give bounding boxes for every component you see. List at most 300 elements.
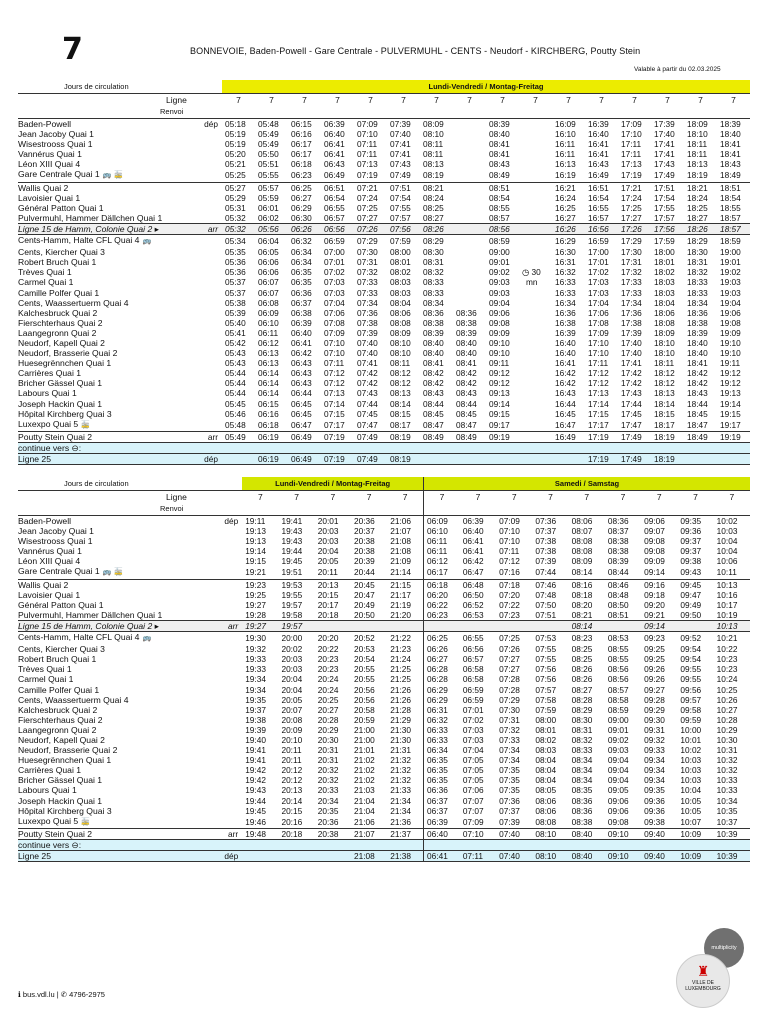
time-cell: 08:57 [607, 684, 629, 695]
time-cell: 10:04 [680, 785, 702, 796]
time-cell: 17:15 [588, 408, 609, 419]
stop-name [18, 816, 205, 829]
time-cell: 07:01 [462, 704, 484, 715]
renvoi-cell [486, 106, 519, 119]
dep-arr-label [205, 536, 242, 546]
stop-name [18, 526, 205, 536]
time-cell: 06:28 [424, 674, 460, 684]
time-cell: 20:39 [353, 556, 375, 567]
time-cell: 19:12 [720, 378, 741, 389]
time-cell: 07:57 [535, 684, 557, 695]
time-cell: 19:45 [245, 805, 266, 816]
jours-label: Jours de circulation [64, 479, 129, 488]
time-cell: 20:49 [353, 599, 375, 610]
time-cell: 08:13 [390, 388, 411, 399]
time-cell: 10:25 [716, 684, 738, 695]
time-cell: 06:10 [424, 526, 460, 536]
time-cell: 20:23 [317, 664, 339, 675]
time-cell: 09:00 [607, 714, 629, 725]
line-number-cell: 7 [569, 491, 605, 504]
time-cell: 10:02 [716, 516, 738, 526]
time-cell: 10:04 [716, 546, 738, 557]
time-cell: 17:26 [618, 223, 651, 234]
time-cell: 20:11 [317, 567, 338, 578]
time-cell: 07:59 [535, 704, 557, 715]
stop-row [18, 806, 750, 816]
time-cell [453, 203, 486, 213]
time-cell: 21:00 [353, 724, 375, 735]
time-cell: 05:59 [258, 192, 279, 203]
time-cell: 21:32 [390, 755, 412, 766]
time-cell: 06:36 [424, 785, 460, 795]
time-cell: 18:01 [654, 257, 675, 268]
time-cell: 07:05 [462, 755, 484, 766]
time-cell: 10:23 [716, 654, 738, 665]
stop-row [18, 328, 750, 338]
stop-row [18, 735, 750, 745]
bus-icon: 🚌 [102, 569, 112, 577]
time-cell [532, 620, 568, 631]
time-cell: 17:27 [621, 212, 642, 223]
time-cell: 08:37 [607, 526, 629, 537]
time-cell: 06:14 [258, 378, 279, 389]
time-cell [519, 159, 552, 169]
time-cell: 07:41 [390, 149, 411, 160]
dep-arr-label [205, 556, 242, 566]
time-cell: 19:33 [245, 654, 266, 665]
time-cell: 08:25 [571, 644, 593, 655]
dep-arr-label [188, 257, 222, 267]
time-cell: 07:14 [324, 398, 345, 409]
time-cell [453, 247, 486, 257]
time-cell: 06:53 [462, 609, 484, 620]
time-cell: 09:12 [489, 378, 510, 389]
time-cell: 20:02 [281, 644, 303, 655]
time-cell: 07:42 [357, 378, 378, 389]
line-number-cell: 7 [677, 491, 713, 504]
time-cell: 19:12 [720, 368, 741, 379]
time-cell: 21:37 [387, 828, 423, 839]
time-cell: 19:28 [245, 609, 266, 620]
time-cell: 08:25 [423, 202, 444, 213]
time-cell: 21:26 [390, 684, 412, 695]
dep-arr-label: arr [205, 620, 242, 631]
time-cell: 10:23 [716, 664, 738, 675]
time-cell: 20:13 [315, 579, 351, 590]
time-cell: 19:43 [281, 526, 303, 537]
time-cell: 07:04 [324, 297, 345, 308]
time-cell: 08:40 [423, 337, 444, 348]
time-cell: 17:24 [621, 192, 642, 203]
time-cell: 07:07 [462, 805, 484, 816]
time-cell: 06:40 [324, 129, 345, 140]
time-cell: 05:49 [258, 139, 279, 150]
time-cell: 06:41 [424, 851, 460, 862]
time-cell: 06:31 [424, 705, 460, 715]
dep-arr-label [188, 149, 222, 159]
stop-label: Labours Quai 1 [18, 785, 77, 796]
weekday-morning-timetable [18, 80, 750, 465]
stop-name [18, 566, 205, 579]
time-cell: 17:30 [621, 247, 642, 258]
time-cell: 19:33 [245, 664, 266, 675]
time-cell [387, 839, 423, 850]
dep-arr-label [205, 664, 242, 674]
stop-name [18, 169, 188, 182]
time-cell: 20:29 [317, 724, 339, 735]
time-cell: 06:43 [291, 358, 312, 369]
time-cell: 05:48 [225, 419, 246, 430]
time-cell: 07:27 [499, 664, 520, 675]
time-cell: 08:19 [387, 454, 420, 465]
time-cell [519, 318, 552, 328]
time-cell: 06:17 [424, 566, 460, 579]
time-cell: 06:02 [258, 212, 279, 223]
time-cell: 08:06 [571, 516, 593, 526]
stop-row [18, 579, 750, 590]
line-number-cell: 7 [321, 94, 354, 107]
time-cell [288, 442, 321, 453]
time-cell: 21:08 [351, 851, 387, 862]
time-cell: 06:12 [424, 556, 460, 566]
renvoi-cell [641, 503, 677, 516]
time-cell: 08:08 [571, 546, 593, 557]
time-cell: 18:10 [687, 129, 708, 140]
renvoi-cell [255, 106, 288, 119]
time-cell: 21:31 [390, 745, 412, 756]
time-cell [605, 620, 641, 631]
dep-arr-label [205, 695, 242, 705]
time-cell [519, 442, 552, 453]
time-cell: 07:03 [324, 277, 345, 288]
time-cell: 05:35 [225, 247, 246, 258]
time-cell: 07:56 [535, 674, 557, 685]
time-cell: 21:04 [353, 805, 375, 816]
dep-arr-label [188, 169, 222, 182]
time-cell: 09:38 [680, 556, 702, 567]
time-cell: 19:42 [245, 775, 266, 786]
line-number-cell: 7 [420, 94, 453, 107]
stop-name [18, 129, 188, 139]
stop-name [18, 267, 188, 277]
time-cell [717, 442, 750, 453]
stop-label: Neudorf, Brasserie Quai 2 [18, 348, 118, 359]
time-cell: 17:41 [654, 149, 675, 160]
time-cell: 21:02 [353, 765, 375, 776]
stop-name [18, 620, 205, 631]
renvoi-cell [420, 106, 453, 119]
time-cell: 07:30 [499, 704, 520, 715]
time-cell: 16:33 [555, 287, 576, 298]
time-cell: 06:38 [291, 307, 312, 318]
time-cell: 08:10 [532, 851, 568, 862]
stop-name [18, 579, 205, 590]
renvoi-cell [714, 503, 750, 516]
time-cell: 06:11 [424, 536, 460, 546]
time-cell: 16:09 [555, 119, 576, 129]
time-cell: 18:54 [720, 192, 741, 203]
stop-label: Luxexpo Quai 5 [18, 815, 79, 826]
time-cell: 17:11 [588, 358, 609, 369]
dep-arr-label: dép [204, 119, 218, 129]
time-cell [460, 620, 496, 631]
time-cell: 08:00 [535, 714, 557, 725]
time-cell: 05:19 [225, 129, 246, 140]
stop-label: Ligne 15 de Hamm, Colonie Quai 2 ▸ [18, 620, 159, 631]
time-cell: 10:06 [716, 556, 738, 567]
time-cell [519, 358, 552, 368]
time-cell: 20:38 [353, 536, 375, 547]
time-cell: 06:22 [424, 600, 460, 610]
time-cell: 08:07 [571, 526, 593, 537]
stop-row [18, 308, 750, 318]
time-cell: 06:30 [291, 212, 312, 223]
time-cell: 18:25 [687, 202, 708, 213]
time-cell: 07:54 [390, 192, 411, 203]
time-cell: 08:58 [607, 694, 629, 705]
time-cell [453, 298, 486, 308]
time-cell [496, 620, 532, 631]
stop-name [18, 745, 205, 755]
time-cell: 05:20 [225, 149, 246, 160]
time-cell: 18:03 [654, 287, 675, 298]
time-cell [453, 288, 486, 298]
time-cell: 18:21 [684, 182, 717, 193]
line-number-cell: 7 [684, 94, 717, 107]
time-cell: 06:27 [424, 654, 460, 664]
time-cell: 18:40 [720, 129, 741, 140]
dep-arr-label [188, 193, 222, 203]
time-cell: 09:59 [680, 714, 702, 725]
time-cell: 07:59 [390, 236, 411, 247]
time-cell: 20:52 [353, 633, 375, 644]
time-cell: 09:10 [489, 337, 510, 348]
time-cell: 07:38 [535, 546, 557, 557]
time-cell: 17:13 [621, 159, 642, 170]
time-cell: 08:08 [390, 317, 411, 328]
time-cell: 07:38 [535, 536, 557, 547]
time-cell: 10:31 [716, 745, 738, 756]
time-cell: 06:41 [462, 546, 484, 557]
time-cell: 18:13 [654, 388, 675, 399]
time-cell: 17:01 [588, 257, 609, 268]
time-cell: 06:35 [424, 755, 460, 765]
dep-arr-label [188, 419, 222, 432]
stop-label: Trèves Quai 1 [18, 267, 72, 278]
time-cell: 07:05 [462, 775, 484, 786]
time-cell: 06:37 [291, 297, 312, 308]
time-cell: 09:29 [644, 704, 665, 715]
stop-row [18, 664, 750, 674]
time-cell [519, 247, 552, 257]
time-cell: 18:09 [654, 327, 675, 338]
time-cell: 19:14 [245, 546, 266, 557]
renvoi-cell [684, 106, 717, 119]
stop-row [18, 536, 750, 546]
stop-name [18, 674, 205, 684]
time-cell: 20:13 [281, 785, 303, 796]
dep-arr-label [188, 213, 222, 224]
time-cell [453, 129, 486, 139]
time-cell: 05:40 [225, 317, 246, 328]
time-cell [519, 203, 552, 213]
dep-arr-label [205, 526, 242, 536]
time-cell: 09:03 [489, 287, 510, 298]
time-cell: 16:27 [555, 212, 576, 223]
time-cell: 10:11 [716, 567, 737, 578]
time-cell: 17:51 [651, 182, 684, 193]
time-cell: 09:26 [644, 674, 665, 685]
time-cell: 17:19 [585, 431, 618, 442]
time-cell: 18:26 [684, 223, 717, 234]
multiplicity-logo: multiplicity [704, 928, 744, 968]
stop-row [18, 247, 750, 257]
stop-name [18, 765, 205, 775]
time-cell: 17:36 [621, 307, 642, 318]
time-cell: 10:16 [716, 589, 738, 600]
time-cell: 07:09 [499, 516, 520, 526]
stop-label: Wisestrooss Quai 1 [18, 536, 93, 547]
time-cell: 20:35 [317, 805, 339, 816]
time-cell: 16:56 [585, 223, 618, 234]
time-cell: 21:23 [390, 644, 412, 655]
time-cell [453, 169, 486, 182]
time-cell: 08:34 [423, 297, 444, 308]
frequency-note: 30 [531, 267, 541, 278]
time-cell: 17:41 [621, 358, 642, 369]
time-cell: 20:11 [281, 745, 302, 756]
time-cell: 07:39 [499, 816, 520, 827]
time-cell: 07:01 [324, 257, 345, 268]
time-cell [278, 851, 314, 862]
time-cell: 19:27 [245, 599, 266, 610]
stop-row [18, 409, 750, 419]
time-cell: 09:10 [605, 851, 641, 862]
time-cell: 16:55 [588, 202, 609, 213]
time-cell: 07:03 [462, 734, 484, 745]
time-cell: 06:17 [291, 139, 312, 150]
stop-label: Cents, Waassertuerm Quai 4 [18, 694, 129, 705]
time-cell: 17:19 [621, 170, 642, 181]
time-cell: 21:09 [390, 556, 412, 567]
stop-row [18, 139, 750, 149]
time-cell: 06:23 [291, 170, 312, 181]
time-cell: 18:41 [687, 358, 708, 369]
stop-row [18, 368, 750, 378]
time-cell: 06:34 [291, 247, 312, 258]
stop-label: Ligne 25 [18, 851, 51, 861]
time-cell: 18:19 [651, 454, 684, 465]
time-cell: 07:46 [532, 579, 568, 590]
time-cell: 19:30 [245, 633, 266, 644]
time-cell: 08:00 [390, 247, 411, 258]
time-cell: 09:06 [607, 805, 629, 816]
stop-label: Trèves Quai 1 [18, 664, 72, 675]
time-cell: 07:39 [390, 119, 411, 129]
time-cell: 08:36 [607, 516, 629, 526]
time-cell: 08:01 [535, 724, 557, 735]
ligne-row [18, 94, 750, 107]
time-cell: 08:47 [423, 419, 444, 430]
time-cell: 19:41 [245, 755, 266, 766]
time-cell: 09:03 [607, 745, 629, 756]
time-cell: 17:55 [654, 202, 675, 213]
time-cell: 05:21 [225, 159, 246, 170]
time-cell: 09:20 [644, 599, 665, 610]
time-cell [387, 442, 420, 453]
time-cell: 08:27 [571, 684, 593, 695]
dep-arr-label [205, 745, 242, 755]
time-cell [519, 338, 552, 348]
time-cell: 20:23 [317, 654, 339, 665]
dep-arr-label: arr [188, 431, 222, 442]
time-cell: 08:44 [423, 398, 444, 409]
time-cell: 09:09 [644, 556, 665, 567]
time-cell: 07:55 [535, 654, 557, 665]
time-cell: 18:42 [687, 368, 708, 379]
time-cell: 20:58 [353, 704, 375, 715]
time-cell: 06:18 [258, 419, 279, 430]
time-cell: 05:25 [225, 170, 246, 181]
time-cell: 09:06 [607, 795, 629, 806]
time-cell: 08:03 [390, 287, 411, 298]
time-cell: 10:09 [677, 851, 713, 862]
stop-row [18, 755, 750, 765]
time-cell: 06:36 [291, 287, 312, 298]
time-cell: 17:42 [621, 368, 642, 379]
time-cell: 10:01 [680, 734, 702, 745]
time-cell: 19:43 [281, 536, 303, 547]
time-cell: 17:43 [621, 388, 642, 399]
time-cell [552, 442, 585, 453]
time-cell: 05:55 [258, 170, 279, 181]
time-cell: 17:42 [621, 378, 642, 389]
time-cell: 07:22 [499, 599, 520, 610]
time-cell [222, 454, 255, 465]
time-cell: 19:57 [278, 620, 314, 631]
time-cell: 07:36 [499, 795, 520, 806]
stop-name [18, 419, 188, 432]
time-cell: 07:26 [499, 644, 520, 655]
time-cell: 08:40 [456, 348, 477, 359]
stop-label: Robert Bruch Quai 1 [18, 257, 97, 268]
time-cell: 19:03 [720, 277, 741, 288]
time-cell: 07:39 [357, 327, 378, 338]
time-cell: 07:53 [535, 633, 557, 644]
time-cell: 07:33 [357, 277, 378, 288]
time-cell: 07:42 [357, 368, 378, 379]
time-cell: 08:42 [456, 378, 477, 389]
time-cell: 17:33 [621, 277, 642, 288]
time-cell: 18:24 [687, 192, 708, 203]
stop-row [18, 119, 750, 130]
ligne-row [18, 491, 750, 504]
time-cell: 18:57 [720, 212, 741, 223]
time-cell: 20:18 [317, 609, 339, 620]
time-cell [453, 223, 486, 234]
time-cell: 07:51 [535, 609, 557, 620]
time-cell: 09:06 [489, 307, 510, 318]
time-cell: 08:59 [607, 704, 629, 715]
time-cell: 06:55 [462, 633, 484, 644]
time-cell: 08:23 [571, 633, 593, 644]
time-cell: 18:19 [651, 431, 684, 442]
time-cell: 06:47 [291, 419, 312, 430]
time-cell: 20:47 [353, 589, 375, 600]
stop-name [18, 338, 188, 348]
time-cell [315, 620, 351, 631]
renvoi-cell [315, 503, 351, 516]
